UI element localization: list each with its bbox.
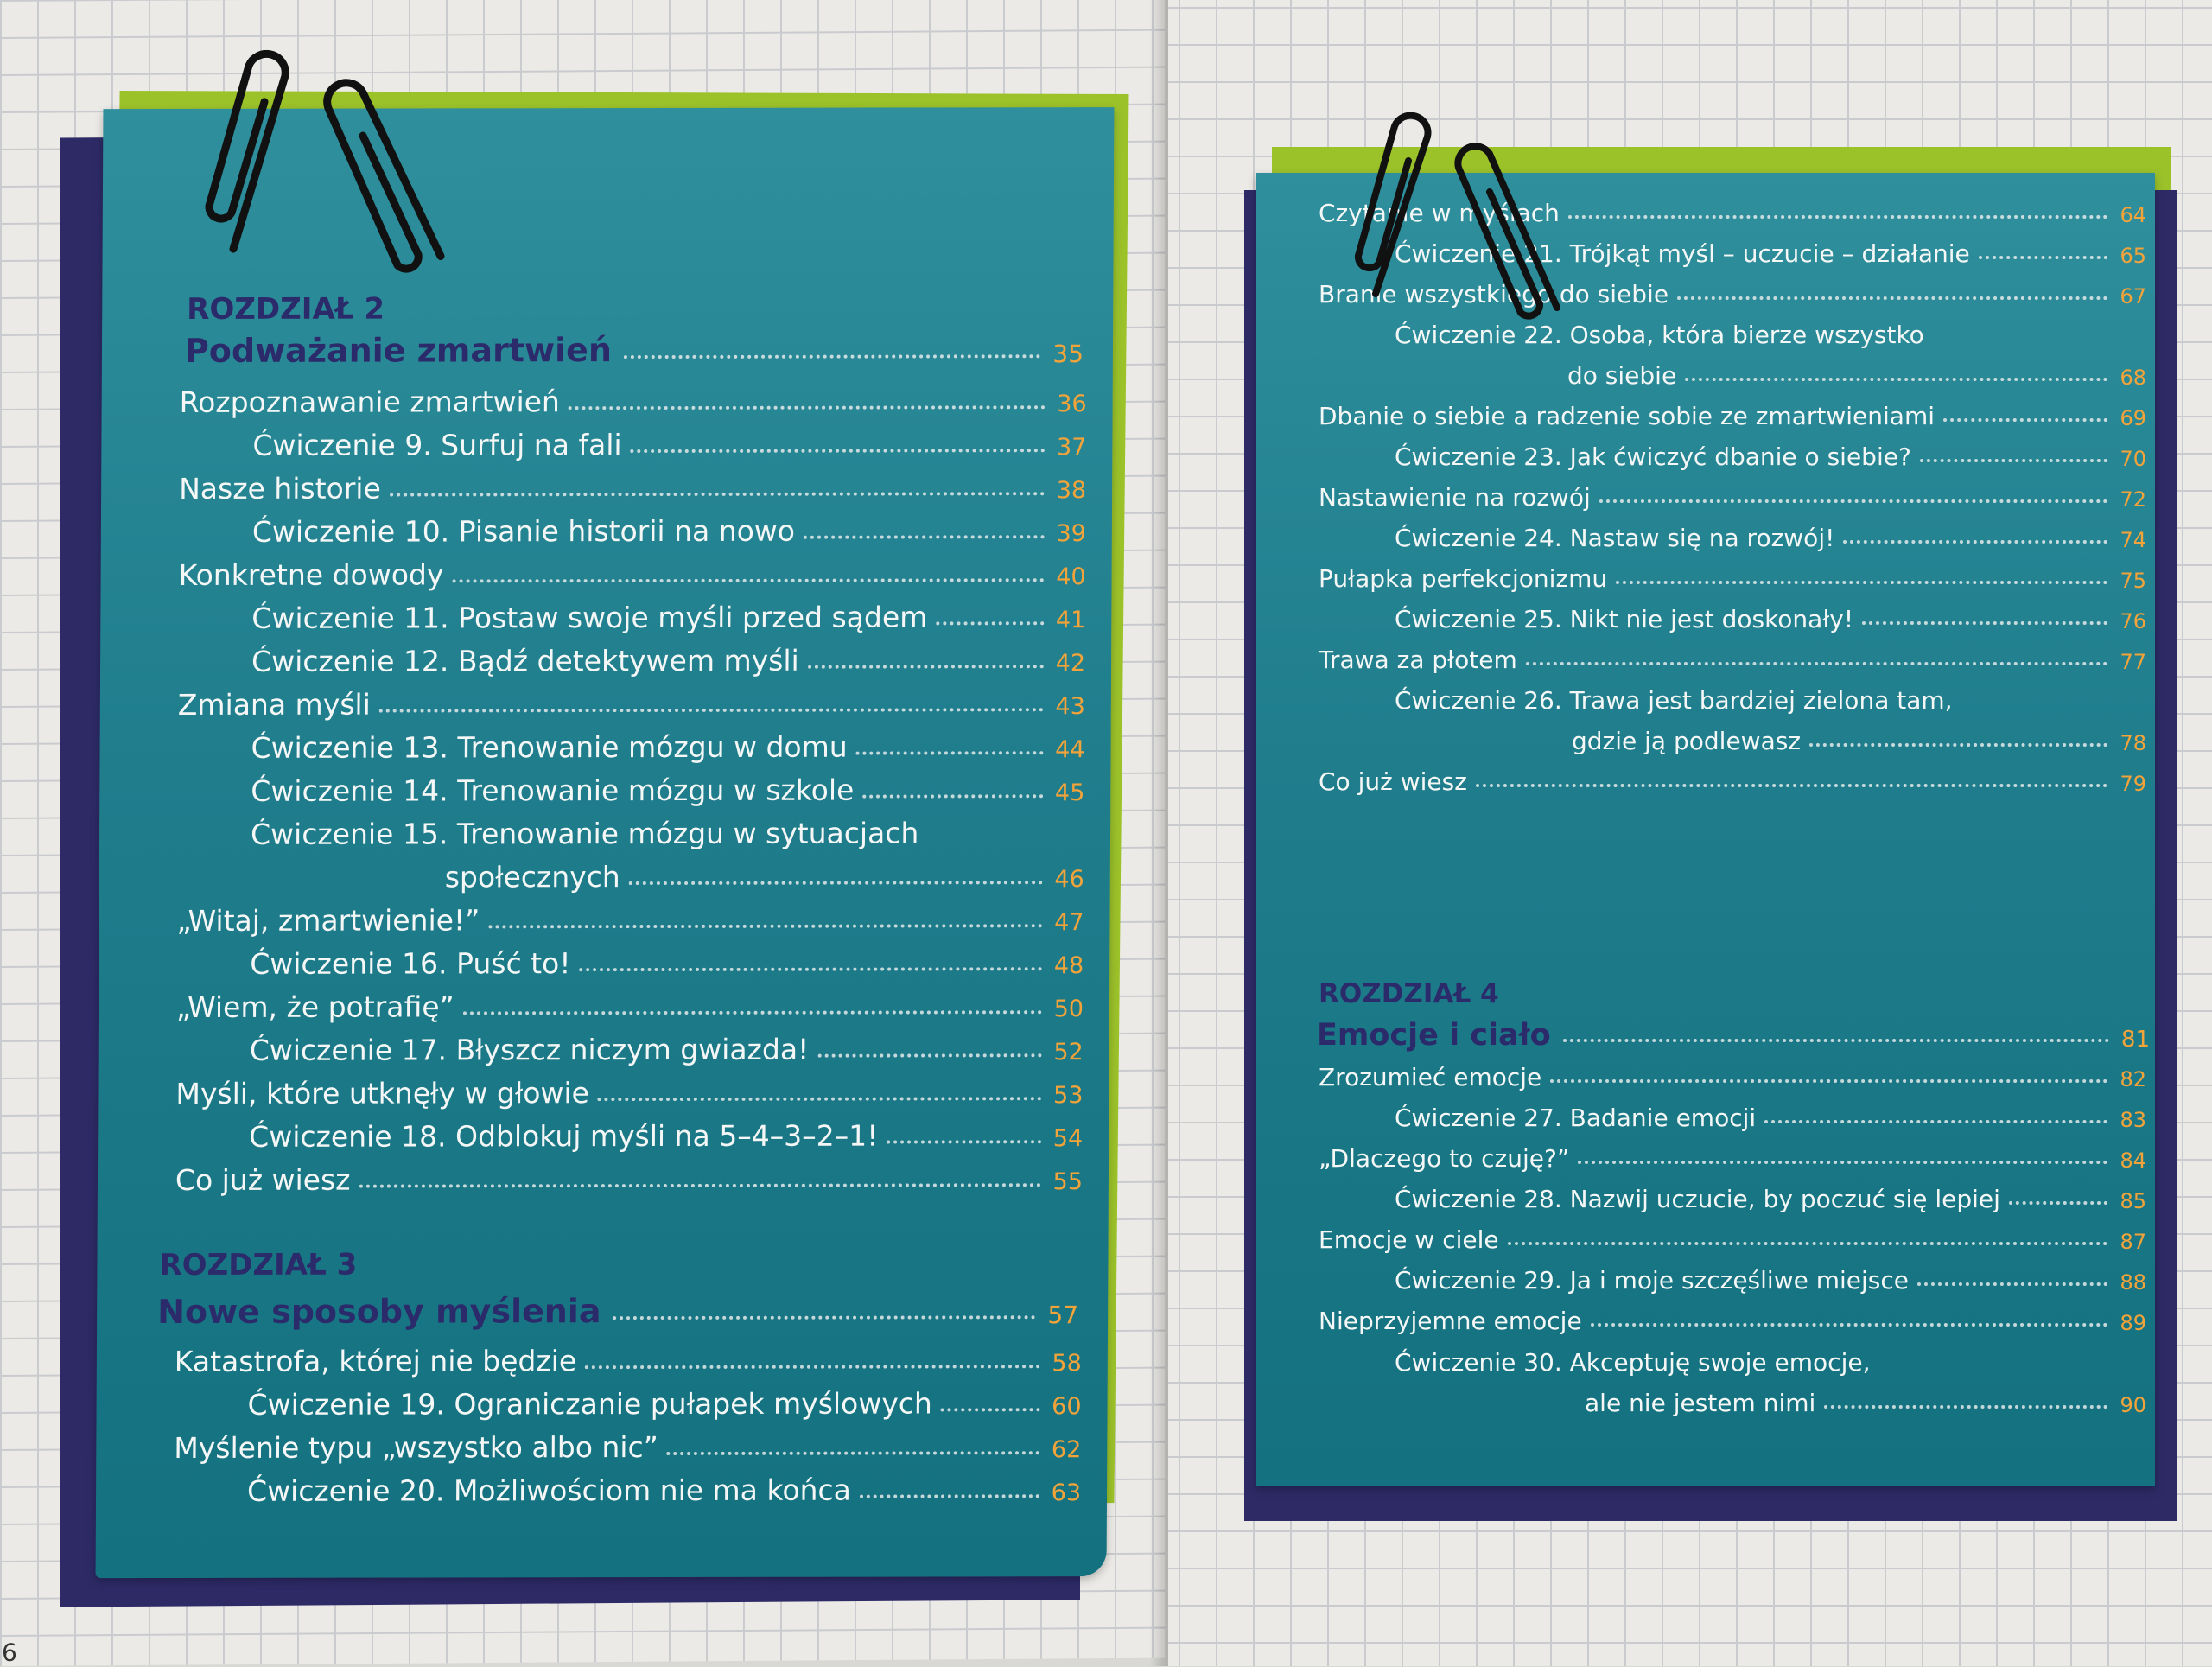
- toc-section-row[interactable]: [178, 686, 1085, 722]
- toc-exercise-row[interactable]: [249, 1118, 1083, 1154]
- toc-entry-text: Ćwiczenie 14. Trenowanie mózgu w szkole: [251, 773, 855, 808]
- toc-page-number: 44: [1055, 736, 1085, 764]
- toc-section-row[interactable]: [174, 1429, 1081, 1465]
- toc-exercise-line1: Ćwiczenie 30. Akceptuję swoje emocje,: [1395, 1348, 1871, 1377]
- dot-leader: [1591, 1323, 2108, 1327]
- toc-page-number: 79: [2120, 772, 2146, 796]
- toc-entry-text: Katastrofa, której nie będzie: [174, 1344, 577, 1378]
- toc-entry-text: Emocje w ciele: [1319, 1225, 1499, 1254]
- corner-page-number: 6: [2, 1638, 17, 1667]
- dot-leader: [1578, 1161, 2107, 1164]
- toc-exercise-line2-row: [1567, 361, 2146, 390]
- dot-leader: [629, 881, 1043, 885]
- toc-page-number: 53: [1053, 1082, 1084, 1110]
- toc-page-number: 37: [1056, 434, 1087, 461]
- dot-leader: [585, 1365, 1039, 1369]
- toc-page-number: 85: [2120, 1189, 2146, 1213]
- dot-leader: [452, 578, 1044, 582]
- dot-leader: [1616, 581, 2107, 584]
- toc-exercise-row[interactable]: [1395, 442, 2146, 471]
- dot-leader: [1917, 1282, 2107, 1286]
- chapter3-page: 57: [1047, 1301, 1079, 1330]
- toc-entry-text: Ćwiczenie 20. Możliwościom nie ma końca: [246, 1473, 851, 1508]
- toc-section-row[interactable]: [180, 384, 1087, 419]
- toc-section-row[interactable]: [1319, 646, 2146, 674]
- toc-page-number: 36: [1057, 391, 1087, 418]
- toc-page-number: 65: [2120, 244, 2146, 268]
- toc-exercise-row[interactable]: [252, 427, 1086, 462]
- toc-exercise-line1: Ćwiczenie 15. Trenowanie mózgu w sytuacjach: [250, 816, 919, 851]
- toc-exercise-row[interactable]: [251, 600, 1085, 635]
- toc-page-number: 72: [2120, 487, 2146, 512]
- dot-leader: [359, 1183, 1041, 1187]
- toc-section-row[interactable]: [1319, 1307, 2146, 1335]
- dot-leader: [856, 751, 1044, 754]
- dot-leader: [488, 924, 1042, 928]
- dot-leader: [1809, 743, 2107, 747]
- toc-entry-text: Ćwiczenie 27. Badanie emocji: [1395, 1104, 1757, 1132]
- toc-entry-text: Ćwiczenie 17. Błyszcz niczym gwiazda!: [249, 1032, 810, 1067]
- dot-leader: [1476, 784, 2108, 787]
- toc-page-number: 46: [1054, 866, 1084, 894]
- toc-entry-text: Ćwiczenie 28. Nazwij uczucie, by poczuć się lepiej: [1395, 1185, 2000, 1213]
- dot-leader: [1764, 1120, 2107, 1123]
- toc-section-row[interactable]: [175, 1075, 1083, 1110]
- dot-leader: [817, 1053, 1041, 1057]
- toc-page-number: 41: [1055, 607, 1086, 634]
- dot-leader: [613, 1315, 1035, 1320]
- toc-entry-text: Nieprzyjemne emocje: [1319, 1307, 1582, 1335]
- toc-entry-text: Nastawienie na rozwój: [1319, 483, 1591, 512]
- toc-section-row[interactable]: [1319, 1225, 2146, 1254]
- toc-exercise-row[interactable]: [1395, 524, 2146, 552]
- toc-exercise-row[interactable]: [1395, 1266, 2146, 1295]
- toc-page-number: 78: [2120, 731, 2146, 755]
- toc-page-number: 84: [2120, 1148, 2146, 1173]
- toc-page-number: 48: [1053, 952, 1084, 980]
- toc-entry-text: „Wiem, że potrafię”: [175, 989, 454, 1024]
- toc-page-number: 60: [1052, 1393, 1082, 1421]
- dot-leader: [1563, 1039, 2109, 1042]
- dot-leader: [1824, 1405, 2107, 1409]
- toc-entry-text: Ćwiczenie 12. Bądź detektywem myśli: [251, 643, 799, 678]
- toc-section-row[interactable]: [179, 470, 1086, 506]
- toc-exercise-line2: społecznych: [444, 860, 620, 894]
- dot-leader: [1550, 1079, 2107, 1083]
- toc-entry-text: Myślenie typu „wszystko albo nic”: [174, 1430, 658, 1465]
- chapter2-page: 35: [1052, 340, 1084, 369]
- toc-exercise-row[interactable]: [250, 945, 1084, 981]
- toc-page-number: 58: [1052, 1350, 1082, 1378]
- chapter4-title-row[interactable]: [1317, 1018, 2150, 1053]
- toc-page-number: 88: [2120, 1270, 2146, 1295]
- toc-entry-text: Branie wszystkiego do siebie: [1319, 280, 1669, 309]
- toc-entry-text: Co już wiesz: [175, 1162, 351, 1197]
- toc-entry-text: Ćwiczenie 23. Jak ćwiczyć dbanie o siebie?: [1395, 442, 1911, 471]
- chapter4-title: Emocje i ciało: [1317, 1018, 1551, 1053]
- toc-page-number: 39: [1056, 520, 1086, 548]
- left-teal-card: [96, 107, 1115, 1578]
- toc-page-number: 64: [2120, 203, 2146, 227]
- toc-exercise-line2-row: [445, 859, 1084, 894]
- toc-entry-text: Ćwiczenie 21. Trójkąt myśl – uczucie – działanie: [1395, 239, 1970, 268]
- paperclip-icon: [1436, 130, 1566, 320]
- dot-leader: [1979, 256, 2108, 259]
- toc-exercise-line2-row: [1572, 727, 2146, 755]
- toc-section-row[interactable]: [179, 557, 1086, 592]
- toc-entry-text: Dbanie o siebie a radzenie sobie ze zmartwieniami: [1319, 402, 1936, 430]
- dot-leader: [1843, 540, 2107, 544]
- toc-entry-text: Ćwiczenie 18. Odblokuj myśli na 5–4–3–2–1!: [249, 1118, 879, 1154]
- toc-page-number: 74: [2120, 528, 2146, 552]
- chapter4-page: 81: [2120, 1027, 2150, 1053]
- toc-exercise-row[interactable]: [251, 729, 1084, 765]
- dot-leader: [862, 794, 1043, 798]
- dot-leader: [598, 1097, 1041, 1101]
- dot-leader: [860, 1494, 1039, 1498]
- toc-entry-text: Co już wiesz: [1319, 767, 1467, 796]
- toc-entry-text: Rozpoznawanie zmartwień: [179, 385, 560, 419]
- toc-page-number: 70: [2120, 447, 2146, 471]
- dot-leader: [1920, 459, 2108, 462]
- toc-section-row[interactable]: [1319, 1063, 2146, 1091]
- toc-section-row[interactable]: [1319, 564, 2146, 593]
- dot-leader: [1508, 1242, 2108, 1245]
- dot-leader: [463, 1010, 1042, 1015]
- toc-entry-text: Ćwiczenie 16. Puść to!: [250, 946, 571, 981]
- dot-leader: [1568, 215, 2108, 219]
- chapter3-label: ROZDZIAŁ 3: [159, 1247, 358, 1283]
- chapter2-label: ROZDZIAŁ 2: [187, 291, 385, 327]
- toc-entry-text: Ćwiczenie 29. Ja i moje szczęśliwe miejsce: [1395, 1266, 1909, 1295]
- toc-page-number: 55: [1052, 1168, 1084, 1196]
- chapter2-title-row[interactable]: [185, 330, 1084, 370]
- dot-leader: [941, 1408, 1039, 1411]
- dot-leader: [804, 535, 1044, 538]
- toc-exercise-row[interactable]: [248, 1386, 1082, 1422]
- toc-page-number: 38: [1056, 477, 1087, 505]
- right-teal-card: [1256, 173, 2155, 1486]
- toc-page-number: 77: [2120, 650, 2146, 674]
- toc-page-number: 63: [1051, 1479, 1082, 1507]
- toc-exercise-line1: Ćwiczenie 26. Trawa jest bardziej zielona tam,: [1395, 686, 1953, 715]
- dot-leader: [887, 1140, 1040, 1143]
- toc-page-number: 87: [2120, 1230, 2146, 1254]
- toc-entry-text: Ćwiczenie 11. Postaw swoje myśli przed sądem: [251, 600, 928, 635]
- dot-leader: [1599, 499, 2108, 503]
- toc-page-number: 45: [1054, 779, 1085, 807]
- toc-page-number: 50: [1053, 996, 1084, 1023]
- toc-exercise-line2-row: [1585, 1389, 2146, 1417]
- toc-entry-text: Trawa za płotem: [1319, 646, 1517, 674]
- toc-page-number: 62: [1051, 1436, 1082, 1464]
- dot-leader: [2009, 1201, 2108, 1205]
- toc-page-number: 82: [2120, 1067, 2146, 1091]
- toc-section-row[interactable]: [1319, 402, 2146, 430]
- toc-page-number: 89: [2120, 1311, 2146, 1335]
- dot-leader: [1862, 621, 2107, 625]
- toc-entry-text: Ćwiczenie 24. Nastaw się na rozwój!: [1395, 524, 1835, 552]
- toc-page-number: 47: [1054, 909, 1084, 937]
- toc-exercise-line1: Ćwiczenie 22. Osoba, która bierze wszystko: [1395, 321, 1924, 349]
- dot-leader: [579, 967, 1041, 971]
- chapter3-title: Nowe sposoby myślenia: [157, 1292, 601, 1332]
- dot-leader: [1526, 662, 2108, 665]
- toc-page-number: 90: [2120, 1393, 2146, 1417]
- toc-entry-text: Ćwiczenie 13. Trenowanie mózgu w domu: [251, 729, 848, 765]
- toc-exercise-row[interactable]: [1395, 1185, 2146, 1213]
- toc-exercise-row[interactable]: [247, 1473, 1081, 1508]
- chapter3-title-row[interactable]: [157, 1291, 1078, 1331]
- toc-exercise-row[interactable]: [1395, 1104, 2146, 1132]
- toc-entry-text: Nasze historie: [179, 471, 381, 506]
- dot-leader: [379, 708, 1044, 712]
- toc-entry-text: Konkretne dowody: [178, 557, 444, 592]
- toc-section-row[interactable]: [176, 989, 1084, 1024]
- toc-page-number: 52: [1053, 1039, 1084, 1066]
- right-page: [1168, 0, 2212, 1666]
- toc-section-row[interactable]: [175, 1343, 1082, 1378]
- dot-leader: [936, 621, 1044, 625]
- toc-exercise-row[interactable]: [252, 513, 1086, 549]
- chapter2-title: Podważanie zmartwień: [184, 331, 613, 370]
- toc-entry-text: Ćwiczenie 10. Pisanie historii na nowo: [251, 513, 796, 549]
- toc-section-row[interactable]: [1319, 1144, 2146, 1173]
- toc-section-row[interactable]: [1319, 767, 2146, 796]
- toc-entry-text: Zrozumieć emocje: [1319, 1063, 1542, 1091]
- dot-leader: [667, 1451, 1039, 1455]
- dot-leader: [390, 492, 1045, 496]
- toc-page-number: 83: [2120, 1108, 2146, 1132]
- toc-entry-text: Ćwiczenie 25. Nikt nie jest doskonały!: [1395, 605, 1854, 633]
- toc-section-row[interactable]: [175, 1161, 1083, 1197]
- dot-leader: [1943, 418, 2107, 422]
- toc-page-number: 42: [1055, 650, 1086, 678]
- toc-entry-text: Ćwiczenie 9. Surfuj na fali: [252, 428, 622, 462]
- toc-exercise-row[interactable]: [250, 1032, 1084, 1067]
- chapter4-label: ROZDZIAŁ 4: [1319, 978, 1499, 1009]
- toc-page-number: 43: [1055, 693, 1085, 721]
- toc-page-number: 68: [2120, 366, 2146, 390]
- toc-section-row[interactable]: [176, 902, 1084, 938]
- toc-exercise-line2: ale nie jestem nimi: [1585, 1389, 1816, 1417]
- toc-page-number: 75: [2120, 569, 2146, 593]
- toc-entry-text: Zmiana myśli: [177, 687, 371, 722]
- toc-section-row[interactable]: [1319, 483, 2146, 512]
- toc-page-number: 54: [1052, 1125, 1084, 1153]
- paperclip-icon: [302, 66, 449, 274]
- paperclip-icon: [199, 49, 320, 258]
- toc-exercise-row[interactable]: [251, 643, 1085, 678]
- toc-page-number: 69: [2120, 406, 2146, 430]
- toc-entry-text: Pułapka perfekcjonizmu: [1319, 564, 1608, 593]
- dot-leader: [1677, 296, 2107, 300]
- toc-entry-text: Czytanie w myślach: [1319, 199, 1560, 227]
- dot-leader: [569, 405, 1045, 410]
- toc-exercise-row[interactable]: [1395, 605, 2146, 633]
- toc-page-number: 40: [1056, 563, 1086, 591]
- toc-entry-text: Ćwiczenie 19. Ograniczanie pułapek myślowych: [247, 1386, 932, 1422]
- dot-leader: [808, 665, 1044, 668]
- toc-entry-text: „Witaj, zmartwienie!”: [176, 903, 480, 938]
- toc-exercise-row[interactable]: [251, 773, 1084, 808]
- toc-entry-text: „Dlaczego to czuję?”: [1319, 1144, 1570, 1173]
- toc-page-number: 76: [2120, 609, 2146, 633]
- toc-page-number: 67: [2120, 284, 2146, 309]
- toc-entry-text: Myśli, które utknęły w głowie: [175, 1076, 590, 1110]
- dot-leader: [631, 449, 1045, 453]
- toc-exercise-line2: gdzie ją podlewasz: [1572, 727, 1802, 755]
- dot-leader: [1685, 378, 2107, 381]
- dot-leader: [624, 354, 1040, 359]
- toc-exercise-line2: do siebie: [1567, 361, 1677, 390]
